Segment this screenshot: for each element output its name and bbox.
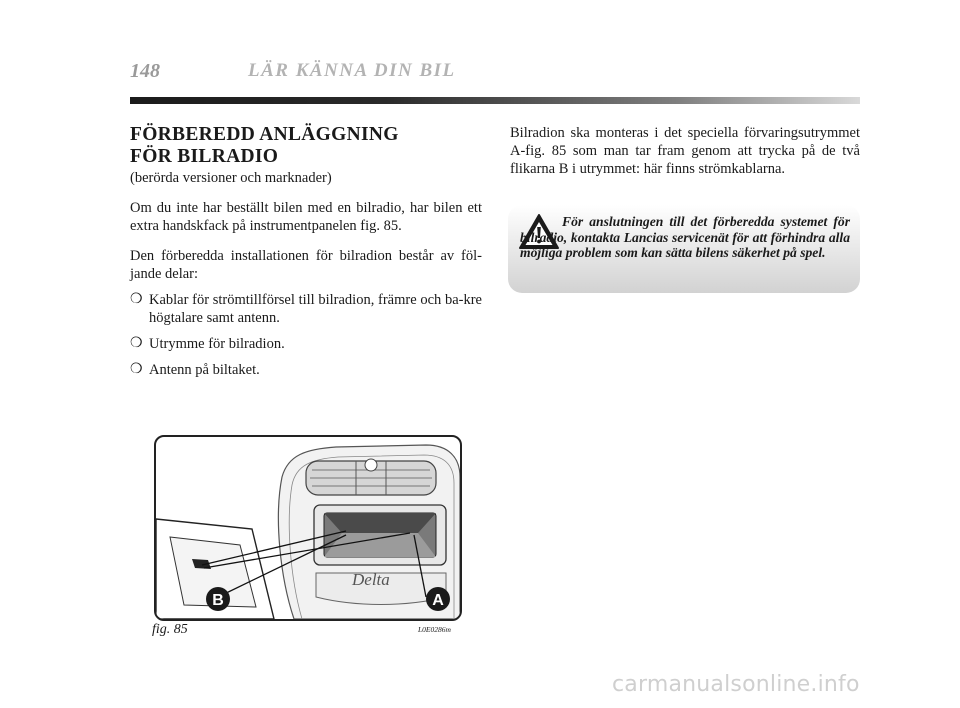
bullet-icon: ❍ <box>130 336 143 351</box>
list-item <box>130 361 482 379</box>
list-item <box>130 335 482 353</box>
right-column <box>510 124 860 178</box>
delta-script-logo: Delta <box>352 570 390 589</box>
figure-caption: fig. 85 <box>152 622 188 637</box>
section-title: LÄR KÄNNA DIN BIL <box>248 60 456 81</box>
page-number: 148 <box>130 60 160 82</box>
callout-b: B <box>212 592 224 609</box>
figure-85 <box>154 435 462 621</box>
warning-message: För anslutningen till det förberedda systemet för bilradio, kontakta Lancias servicenät för att förhindra alla möjliga problem som kan sätta bilens säkerhet på spel. <box>520 214 850 260</box>
figure-code: L0E0286m <box>418 625 451 634</box>
left-column <box>130 124 482 387</box>
heading-line-1: FÖRBEREDD ANLÄGGNING <box>130 124 399 145</box>
intro-paragraph: Om du inte har beställt bilen med en bilradio, har bilen ett extra handskfack på instrumentpanelen fig. 85. <box>130 200 482 234</box>
dashboard-illustration <box>156 437 460 619</box>
heading-line-2: FÖR BILRADIO <box>130 146 279 167</box>
install-paragraph: Bilradion ska monteras i det speciella förvaringsutrymmet A-fig. 85 som man tar fram genom att trycka på de två flikarna B i utrymmet: här finns strömkablarna. <box>510 125 860 177</box>
header-rule <box>130 97 860 104</box>
parts-paragraph: Den förberedda installationen för bilradion består av föl-jande delar: <box>130 248 482 282</box>
warning-box <box>508 205 860 293</box>
watermark: carmanualsonline.info <box>612 672 860 697</box>
list-item-text: Antenn på biltaket. <box>149 362 260 378</box>
bullet-icon: ❍ <box>130 362 143 377</box>
section-heading <box>130 124 482 168</box>
callout-a: A <box>432 592 444 609</box>
warning-text <box>520 214 850 261</box>
parts-list <box>130 291 482 379</box>
list-item-text: Utrymme för bilradion. <box>149 336 285 352</box>
heading-subtitle: (berörda versioner och marknader) <box>130 170 332 186</box>
list-item <box>130 291 482 327</box>
bullet-icon: ❍ <box>130 292 143 307</box>
list-item-text: Kablar för strömtillförsel till bilradion, främre och ba-kre högtalare samt antenn. <box>149 292 482 326</box>
